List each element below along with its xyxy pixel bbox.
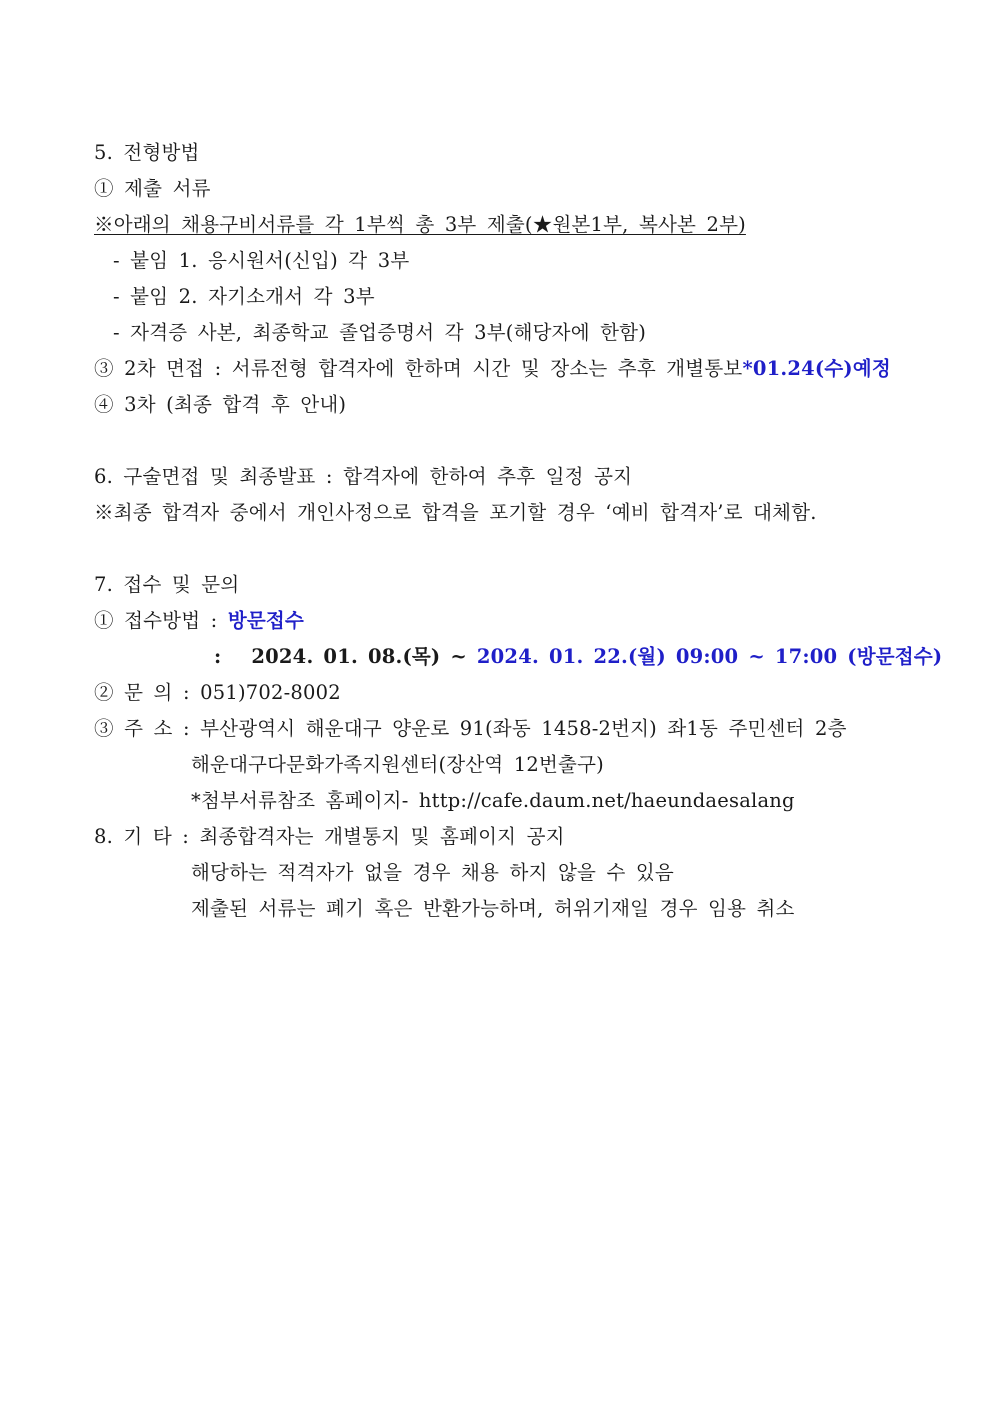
contact-phone: ② 문 의 : 051)702-8002	[94, 681, 341, 704]
application-method	[94, 609, 304, 633]
attachment-1: - 붙임 1. 응시원서(신입) 각 3부	[113, 249, 410, 272]
period-colon: :	[214, 645, 222, 668]
attachment-3: - 자격증 사본, 최종학교 졸업증명서 각 3부(해당자에 한함)	[113, 321, 647, 344]
period-start: 2024. 01. 08.(목)	[251, 645, 441, 668]
section-8-line-3: 제출된 서류는 폐기 혹은 반환가능하며, 허위기재일 경우 임용 취소	[191, 897, 795, 920]
section-6-heading: 6. 구술면접 및 최종발표 : 합격자에 한하여 추후 일정 공지	[94, 465, 633, 488]
application-period	[214, 645, 942, 669]
third-round-item: ④ 3차 (최종 합격 후 안내)	[94, 393, 347, 416]
second-interview-date: *01.24(수)예정	[742, 357, 891, 380]
application-method-label: ① 접수방법 :	[94, 609, 228, 632]
submission-documents-item: ① 제출 서류	[94, 177, 211, 200]
address-line-2: 해운대구다문화가족지원센터(장산역 12번출구)	[191, 753, 604, 776]
section-8-line-1: 8. 기 타 : 최종합격자는 개별통지 및 홈페이지 공지	[94, 825, 565, 848]
address-line-1: ③ 주 소 : 부산광역시 해운대구 양운로 91(좌동 1458-2번지) 좌1동 주민센터 2층	[94, 717, 847, 740]
section-5-heading: 5. 전형방법	[94, 141, 200, 164]
homepage-reference: *첨부서류참조 홈페이지- http://cafe.daum.net/haeundaesalang	[191, 789, 795, 812]
reserve-candidate-note: ※최종 합격자 중에서 개인사정으로 합격을 포기할 경우 ‘예비 합격자’로 대체함.	[94, 501, 817, 524]
period-end: 2024. 01. 22.(월) 09:00 ~ 17:00 (방문접수)	[476, 645, 943, 668]
section-7-heading: 7. 접수 및 문의	[94, 573, 240, 596]
second-interview-item	[94, 357, 891, 381]
attachment-2: - 붙임 2. 자기소개서 각 3부	[113, 285, 375, 308]
section-8-line-2: 해당하는 적격자가 없을 경우 채용 하지 않을 수 있음	[191, 861, 674, 884]
period-tilde: ~	[440, 645, 477, 668]
second-interview-text: ③ 2차 면접 : 서류전형 합격자에 한하며 시간 및 장소는 추후 개별통보	[94, 357, 743, 380]
documents-note: ※아래의 채용구비서류를 각 1부씩 총 3부 제출(★원본1부, 복사본 2부)	[94, 213, 746, 236]
application-method-value: 방문접수	[227, 609, 304, 632]
